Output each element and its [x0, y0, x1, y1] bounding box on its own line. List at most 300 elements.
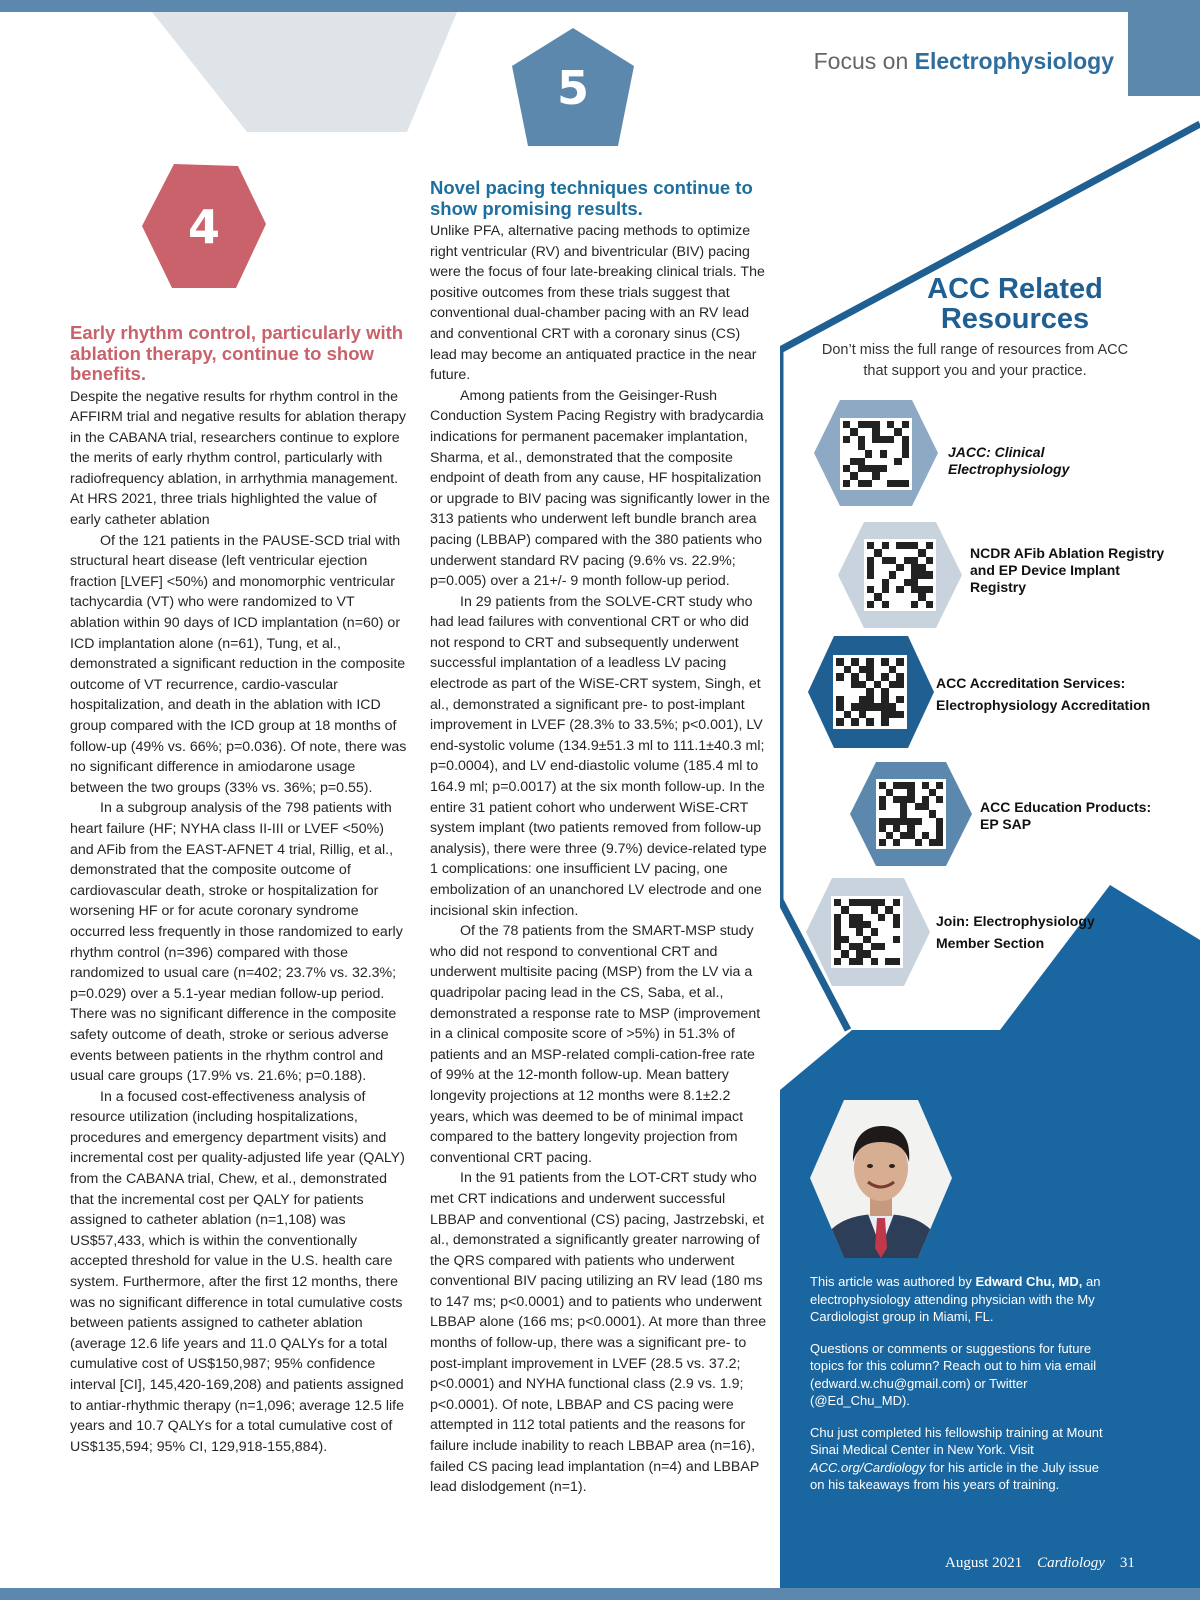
qr-module: [887, 480, 894, 487]
qr-module: [866, 711, 874, 719]
qr-module: [915, 839, 922, 846]
qr-code-icon[interactable]: [833, 655, 907, 729]
qr-module: [863, 906, 870, 913]
qr-module: [851, 718, 859, 726]
section-5-paragraph: Of the 78 patients from the SMART-MSP study who did not respond to conventional CRT and underwent multisite pacing (MSP) from the LV via a quadripolar pacing lead in the CS, Saba, et al., demonstrated a response rate to MSP (improvement in a clinical composite score of >5%) in 51.3% of patients and an MSP-related compli-cation-free rate of 99% at the 12-month follow-up. Mean battery longevity projections at 12 months were 8.1±2.2 years, which was deemed to be of minimal impact compared to the battery longevity projection from conventional CRT pacing.: [430, 923, 761, 1166]
qr-module: [894, 450, 901, 457]
qr-module: [902, 450, 909, 457]
qr-module: [893, 825, 900, 832]
qr-module: [918, 564, 925, 571]
qr-module: [889, 696, 897, 704]
qr-module: [936, 825, 943, 832]
qr-module: [836, 681, 844, 689]
qr-module: [856, 921, 863, 928]
qr-module: [896, 579, 903, 586]
resources-title: [905, 274, 1125, 334]
qr-module: [889, 593, 896, 600]
qr-module: [856, 950, 863, 957]
qr-module: [881, 673, 889, 681]
qr-module: [836, 666, 844, 674]
qr-module: [841, 928, 848, 935]
resource-label[interactable]: Join: Electrophysiology Member Section: [936, 913, 1095, 951]
qr-module: [866, 681, 874, 689]
qr-module: [902, 465, 909, 472]
resources-title-line2: Resources: [940, 303, 1090, 335]
qr-module: [881, 711, 889, 719]
qr-module: [896, 557, 903, 564]
qr-module: [929, 839, 936, 846]
header-topic: Electrophysiology: [914, 48, 1114, 74]
qr-module: [865, 458, 872, 465]
resource-label[interactable]: JACC: Clinical Electrophysiology: [948, 444, 1070, 477]
qr-module: [867, 542, 874, 549]
qr-module: [871, 921, 878, 928]
qr-module: [882, 579, 889, 586]
qr-module: [878, 914, 885, 921]
qr-module: [865, 450, 872, 457]
qr-module: [894, 458, 901, 465]
qr-module: [887, 436, 894, 443]
qr-module: [896, 718, 904, 726]
qr-module: [851, 673, 859, 681]
qr-module: [926, 571, 933, 578]
qr-module: [880, 436, 887, 443]
author-bio: [810, 1273, 1110, 1508]
qr-module: [911, 542, 918, 549]
qr-module: [896, 571, 903, 578]
qr-module: [858, 443, 865, 450]
qr-module: [911, 586, 918, 593]
qr-module: [849, 958, 856, 965]
qr-module: [858, 428, 865, 435]
qr-module: [918, 586, 925, 593]
qr-module: [929, 818, 936, 825]
qr-module: [880, 472, 887, 479]
qr-module: [886, 789, 893, 796]
qr-module: [885, 950, 892, 957]
qr-module: [874, 718, 882, 726]
qr-module: [843, 421, 850, 428]
qr-module: [851, 688, 859, 696]
qr-module: [926, 601, 933, 608]
qr-module: [887, 450, 894, 457]
qr-module: [900, 818, 907, 825]
qr-module: [900, 789, 907, 796]
qr-module: [886, 832, 893, 839]
qr-module: [867, 564, 874, 571]
qr-module: [885, 914, 892, 921]
qr-module: [878, 906, 885, 913]
qr-code-icon[interactable]: [864, 539, 936, 611]
qr-module: [878, 921, 885, 928]
qr-module: [922, 789, 929, 796]
qr-module: [849, 914, 856, 921]
qr-module: [893, 796, 900, 803]
qr-module: [889, 666, 897, 674]
qr-module: [843, 472, 850, 479]
qr-module: [907, 803, 914, 810]
qr-module: [858, 472, 865, 479]
qr-module: [856, 928, 863, 935]
qr-module: [841, 921, 848, 928]
decorative-gray-shape: [152, 12, 462, 137]
qr-module: [915, 782, 922, 789]
section-5-paragraph: In 29 patients from the SOLVE-CRT study who had lead failures with conventional CRT or who did not respond to CRT and subsequently underwent successful implantation of a leadless LV pacing electrode as part of the WiSE-CRT system, Singh, et al., demonstrated a significant pre- to post-implant improvement in LVEF (28.3% to 33.5%; p<0.001), LV end-systolic volume (134.9±51.3 ml to 111.1±40.3 ml; p=0.0004), and LV end-diastolic volume (185.4 ml to 164.9 ml; p=0.0017) at the six month follow-up. In the entire 31 patient cohort who underwent WiSE-CRT system implant (two patients removed from follow-up analysis), there were three (9.7%) device-related type 1 complications: one insufficient LV pacing, one embolization of an unanchored LV electrode and one incisional skin infection.: [430, 593, 767, 919]
qr-module: [902, 472, 909, 479]
article-link[interactable]: ACC.org/Cardiology: [810, 1459, 926, 1475]
qr-module: [894, 436, 901, 443]
qr-module: [907, 839, 914, 846]
qr-module: [889, 703, 897, 711]
qr-module: [874, 696, 882, 704]
qr-module: [867, 571, 874, 578]
qr-module: [871, 950, 878, 957]
qr-module: [904, 542, 911, 549]
qr-module: [836, 696, 844, 704]
qr-module: [850, 458, 857, 465]
section-5-paragraph: Unlike PFA, alternative pacing methods to optimize right ventricular (RV) and biventricular (BIV) pacing were the focus of four late-breaking clinical trials. The positive outcomes from these trials suggest that conventional dual-chamber pacing with an RV lead and conventional CRT with a coronary sinus (CS) lead may become an antiquated practice in the near future.: [430, 223, 765, 384]
qr-module: [900, 839, 907, 846]
qr-module: [874, 557, 881, 564]
qr-module: [851, 658, 859, 666]
qr-module: [871, 914, 878, 921]
qr-module: [850, 421, 857, 428]
qr-module: [871, 943, 878, 950]
qr-module: [880, 458, 887, 465]
qr-module: [893, 818, 900, 825]
qr-module: [893, 914, 900, 921]
qr-module: [880, 480, 887, 487]
qr-module: [880, 450, 887, 457]
qr-module: [843, 465, 850, 472]
qr-module: [894, 472, 901, 479]
qr-module: [929, 832, 936, 839]
qr-module: [900, 796, 907, 803]
qr-module: [859, 688, 867, 696]
qr-module: [866, 658, 874, 666]
qr-module: [936, 839, 943, 846]
author-intro: [810, 1273, 1110, 1326]
qr-module: [850, 480, 857, 487]
qr-module: [844, 718, 852, 726]
qr-module: [863, 958, 870, 965]
qr-module: [889, 688, 897, 696]
qr-module: [936, 796, 943, 803]
qr-module: [904, 571, 911, 578]
qr-module: [844, 696, 852, 704]
section-4-paragraph: Of the 121 patients in the PAUSE-SCD trial with structural heart disease (left ventricular ejection fraction [LVEF] <50%) and monomorphic ventricular tachycardia (VT) who were randomized to VT ablation within 90 days of ICD implantation (n=60) or ICD implantation alone (n=61), Tung, et al., demonstrated a significant reduction in the composite outcome of VT recurrence, cardio-vascular hospitalization, and death in the ablation with ICD group compared with the ICD group at 18 months of follow-up (49% vs. 66%; p=0.036). Of note, there was no significant difference in amiodarone usage between the two groups (33% vs. 36%; p=0.55).: [70, 532, 407, 796]
qr-module: [843, 458, 850, 465]
qr-module: [836, 703, 844, 711]
qr-module: [866, 703, 874, 711]
qr-module: [936, 810, 943, 817]
qr-module: [936, 789, 943, 796]
qr-module: [841, 899, 848, 906]
qr-module: [874, 711, 882, 719]
page-footer: [945, 1555, 1135, 1572]
qr-module: [872, 480, 879, 487]
qr-module: [874, 681, 882, 689]
qr-module: [879, 825, 886, 832]
qr-module: [851, 703, 859, 711]
qr-module: [834, 906, 841, 913]
qr-module: [865, 421, 872, 428]
author-fellowship: [810, 1424, 1110, 1494]
qr-module: [885, 906, 892, 913]
section-4-paragraph: In a focused cost-effectiveness analysis of resource utilization (including hospitalizations, procedures and emergency department visits) and incremental cost per quality-adjusted life year (QALY) from the CABANA trial, Chew, et al., demonstrated that the incremental cost per QALY for patients assigned to catheter ablation (n=1,108) was US$57,433, which is within the conventionally accepted threshold for value in the U.S. health care system. Furthermore, after the first 12 months, there was no significant difference in total cumulative costs between patients assigned to catheter ablation (average 12.6 life years and 11.0 QALYs for a total cumulative cost of US$150,987; 95% confidence interval [CI], 145,420-169,208) and patients assigned to antiar-rhythmic therapy (n=1,096; average 12.5 life years and 10.7 QALYs for a total cumulative cost of US$135,594; 95% CI, 129,918-155,884).: [70, 1088, 405, 1455]
qr-module: [896, 586, 903, 593]
qr-module: [850, 472, 857, 479]
qr-module: [874, 593, 881, 600]
qr-module: [859, 703, 867, 711]
resources-intro: Don’t miss the full range of resources from ACC that support you and your practice.: [821, 342, 1129, 379]
qr-module: [936, 832, 943, 839]
qr-module: [867, 579, 874, 586]
qr-module: [849, 936, 856, 943]
qr-module: [885, 936, 892, 943]
qr-module: [882, 542, 889, 549]
footer-date: August 2021: [945, 1555, 1023, 1571]
qr-module: [929, 810, 936, 817]
qr-module: [836, 688, 844, 696]
resource-label[interactable]: ACC Education Products: EP SAP: [980, 799, 1152, 832]
qr-module: [926, 579, 933, 586]
qr-module: [882, 586, 889, 593]
qr-module: [843, 443, 850, 450]
qr-module: [879, 789, 886, 796]
qr-module: [872, 428, 879, 435]
resource-label[interactable]: NCDR AFib Ablation Registry and EP Device Implant Registry: [970, 545, 1165, 595]
section-5-heading: Novel pacing techniques continue to show promising results.: [430, 177, 753, 219]
qr-module: [887, 443, 894, 450]
qr-module: [922, 810, 929, 817]
qr-module: [851, 666, 859, 674]
qr-module: [878, 958, 885, 965]
qr-code-icon[interactable]: [831, 896, 903, 968]
qr-module: [874, 579, 881, 586]
qr-module: [896, 711, 904, 719]
qr-module: [911, 549, 918, 556]
qr-module: [922, 782, 929, 789]
qr-module: [907, 789, 914, 796]
qr-module: [867, 593, 874, 600]
qr-module: [882, 593, 889, 600]
qr-module: [889, 549, 896, 556]
qr-module: [882, 571, 889, 578]
qr-module: [844, 666, 852, 674]
qr-module: [918, 571, 925, 578]
footer-page-number: 31: [1119, 1555, 1135, 1571]
qr-module: [907, 796, 914, 803]
qr-module: [865, 480, 872, 487]
qr-module: [836, 718, 844, 726]
qr-module: [844, 673, 852, 681]
bottom-color-bar: [0, 1588, 1200, 1600]
qr-module: [874, 673, 882, 681]
qr-module: [911, 593, 918, 600]
qr-module: [863, 936, 870, 943]
qr-module: [878, 928, 885, 935]
qr-module: [867, 557, 874, 564]
qr-module: [907, 825, 914, 832]
qr-module: [929, 796, 936, 803]
qr-module: [922, 796, 929, 803]
qr-module: [896, 666, 904, 674]
qr-module: [911, 571, 918, 578]
qr-module: [926, 542, 933, 549]
qr-code-icon[interactable]: [876, 779, 946, 849]
qr-module: [874, 542, 881, 549]
qr-module: [915, 818, 922, 825]
qr-module: [922, 825, 929, 832]
qr-module: [896, 601, 903, 608]
qr-module: [896, 688, 904, 696]
qr-module: [893, 950, 900, 957]
qr-module: [918, 579, 925, 586]
page-header: [780, 48, 1114, 75]
qr-module: [896, 658, 904, 666]
qr-module: [900, 810, 907, 817]
section-4-paragraph: In a subgroup analysis of the 798 patients with heart failure (HF; NYHA class II-III or LVEF <50%) and AFib from the EAST-AFNET 4 trial, Rillig, et al., demonstrated that the composite outcome of cardiovascular death, stroke or hospitalization for worsening HF or for acute coronary syndrome occurred less frequently in those randomized to early rhythm control (n=396) compared with those randomized to usual care (n=402; 23.7% vs. 32.3%; p=0.029) over a 5.1-year median follow-up period. There was no significant difference in the composite safety outcome of death, stroke or serious adverse events between patients in the rhythm control and usual care groups (17.9% vs. 21.6%; p=0.188).: [70, 800, 403, 1085]
qr-module: [841, 943, 848, 950]
qr-module: [865, 443, 872, 450]
qr-module: [874, 586, 881, 593]
qr-module: [843, 480, 850, 487]
qr-module: [893, 958, 900, 965]
qr-module: [907, 818, 914, 825]
qr-module: [849, 943, 856, 950]
qr-module: [849, 950, 856, 957]
qr-module: [856, 906, 863, 913]
qr-module: [879, 803, 886, 810]
author-portrait: [808, 1098, 954, 1260]
section-5-badge: [508, 26, 638, 150]
qr-module: [922, 818, 929, 825]
qr-module: [849, 906, 856, 913]
qr-module: [844, 703, 852, 711]
qr-module: [894, 443, 901, 450]
section-4-badge: [140, 162, 268, 292]
qr-module: [874, 571, 881, 578]
qr-module: [922, 803, 929, 810]
qr-module: [900, 832, 907, 839]
qr-module: [915, 789, 922, 796]
qr-module: [863, 928, 870, 935]
qr-module: [915, 832, 922, 839]
qr-module: [885, 899, 892, 906]
section-4-column: [70, 323, 408, 1457]
section-5-paragraph: In the 91 patients from the LOT-CRT study who met CRT indications and underwent successful LBBAP and conventional (CS) pacing, Jastrzebski, et al., demonstrated a significantly greater narrowing of the QRS compared with patients who underwent conventional BIV pacing utilizing an RV lead (180 ms to 147 ms; p<0.0001) and to patients who underwent LBBAP alone (166 ms; p<0.0001). At more than three months of follow-up, there was a significant pre- to post-implant improvement in LVEF (28.5 vs. 37.2; p<0.0001) and NYHA functional class (2.9 vs. 1.9; p<0.0001). Of note, LBBAP and CS pacing were attempted in 112 total patients and the reasons for failure include inability to reach LBBAP area (n=16), failed CS pacing lead implantation (n=4) and LBBAP lead dislodgement (n=1).: [430, 1170, 767, 1496]
qr-module: [889, 571, 896, 578]
qr-module: [872, 443, 879, 450]
qr-module: [893, 936, 900, 943]
qr-module: [911, 601, 918, 608]
qr-module: [851, 681, 859, 689]
top-color-bar: [0, 0, 1200, 12]
qr-module: [893, 803, 900, 810]
qr-module: [866, 718, 874, 726]
qr-module: [902, 458, 909, 465]
qr-module: [886, 796, 893, 803]
qr-module: [844, 658, 852, 666]
qr-module: [893, 789, 900, 796]
qr-module: [872, 450, 879, 457]
qr-module: [894, 480, 901, 487]
qr-module: [889, 711, 897, 719]
qr-module: [844, 711, 852, 719]
qr-module: [915, 825, 922, 832]
qr-module: [915, 810, 922, 817]
qr-module: [904, 593, 911, 600]
qr-module: [887, 472, 894, 479]
qr-module: [841, 914, 848, 921]
qr-module: [865, 428, 872, 435]
qr-module: [922, 832, 929, 839]
qr-module: [871, 936, 878, 943]
qr-module: [871, 906, 878, 913]
section-4-paragraph: Despite the negative results for rhythm control in the AFFIRM trial and negative results for ablation therapy in the CABANA trial, researchers continue to explore the merits of early rhythm control, particularly with radiofrequency ablation, in arrhythmia management. At HRS 2021, three trials highlighted the value of early catheter ablation: [70, 388, 406, 529]
qr-module: [841, 906, 848, 913]
qr-module: [929, 825, 936, 832]
qr-module: [894, 465, 901, 472]
qr-module: [936, 818, 943, 825]
author-bio-rest: for his article in the July issue on his takeaways from his years of training.: [810, 1459, 1100, 1492]
qr-module: [880, 465, 887, 472]
qr-module: [907, 782, 914, 789]
qr-module: [850, 428, 857, 435]
qr-module: [904, 564, 911, 571]
qr-module: [850, 465, 857, 472]
qr-module: [896, 593, 903, 600]
qr-module: [879, 832, 886, 839]
author-name: Edward Chu, MD,: [975, 1274, 1083, 1289]
qr-module: [872, 458, 879, 465]
qr-module: [887, 465, 894, 472]
qr-module: [904, 586, 911, 593]
qr-module: [858, 480, 865, 487]
resource-label[interactable]: ACC Accreditation Services: Electrophysiology Accreditation: [936, 675, 1151, 713]
qr-module: [856, 899, 863, 906]
qr-module: [872, 421, 879, 428]
footer-magazine: Cardiology: [1037, 1555, 1105, 1571]
qr-module: [904, 549, 911, 556]
qr-module: [836, 658, 844, 666]
qr-module: [936, 782, 943, 789]
qr-module: [885, 958, 892, 965]
qr-module: [858, 450, 865, 457]
qr-module: [918, 601, 925, 608]
qr-module: [863, 914, 870, 921]
qr-module: [843, 450, 850, 457]
qr-module: [886, 818, 893, 825]
qr-module: [867, 549, 874, 556]
qr-code-icon[interactable]: [840, 418, 912, 490]
qr-module: [889, 564, 896, 571]
qr-module: [843, 428, 850, 435]
qr-module: [926, 557, 933, 564]
resources-title-line1: ACC Related: [927, 273, 1103, 305]
qr-module: [851, 696, 859, 704]
qr-module: [834, 950, 841, 957]
qr-module: [889, 586, 896, 593]
qr-module: [856, 936, 863, 943]
qr-module: [841, 950, 848, 957]
qr-module: [880, 421, 887, 428]
qr-module: [874, 666, 882, 674]
qr-module: [900, 782, 907, 789]
qr-module: [881, 718, 889, 726]
qr-module: [907, 832, 914, 839]
